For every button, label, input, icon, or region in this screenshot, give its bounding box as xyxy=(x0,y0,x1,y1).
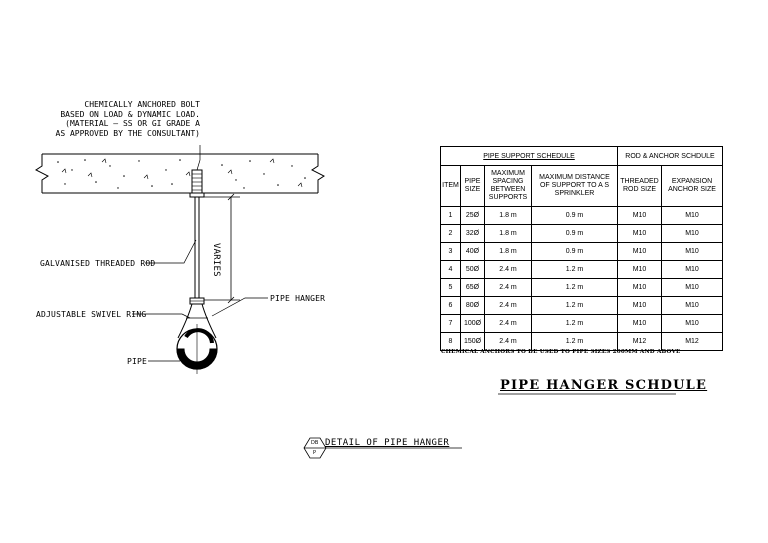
varies-dimension xyxy=(204,194,240,303)
note-line: (MATERIAL – SS OR GI GRADE A xyxy=(65,119,200,128)
anchor-bolt-note xyxy=(30,100,200,138)
header-rod-size: THREADED ROD SIZE xyxy=(618,166,662,207)
cell-item: 8 xyxy=(441,333,461,351)
header-anchor-size: EXPANSION ANCHOR SIZE xyxy=(662,166,723,207)
pipe-section xyxy=(177,324,217,374)
cell-spacing: 2.4 m xyxy=(485,261,532,279)
cell-item: 2 xyxy=(441,225,461,243)
cell-rod: M10 xyxy=(618,315,662,333)
cell-rod: M10 xyxy=(618,243,662,261)
cell-spacing: 2.4 m xyxy=(485,333,532,351)
swivel-ring-label: ADJUSTABLE SWIVEL RING xyxy=(36,310,147,319)
cell-anchor: M10 xyxy=(662,315,723,333)
cell-size: 25Ø xyxy=(461,207,485,225)
cell-distance: 1.2 m xyxy=(532,333,618,351)
cell-distance: 1.2 m xyxy=(532,279,618,297)
cell-size: 100Ø xyxy=(461,315,485,333)
cell-size: 50Ø xyxy=(461,261,485,279)
table-row xyxy=(441,243,723,261)
table-row xyxy=(441,279,723,297)
schedule-title: PIPE HANGER SCHDULE xyxy=(500,378,708,393)
cell-spacing: 2.4 m xyxy=(485,279,532,297)
cell-anchor: M10 xyxy=(662,297,723,315)
pipe-support-schedule-table xyxy=(440,146,723,351)
cell-rod: M10 xyxy=(618,261,662,279)
cell-distance: 0.9 m xyxy=(532,225,618,243)
cell-spacing: 1.8 m xyxy=(485,243,532,261)
cell-distance: 1.2 m xyxy=(532,297,618,315)
cell-spacing: 1.8 m xyxy=(485,225,532,243)
cell-item: 6 xyxy=(441,297,461,315)
header-pipe-size: PIPE SIZE xyxy=(461,166,485,207)
cell-rod: M10 xyxy=(618,207,662,225)
detail-title: DETAIL OF PIPE HANGER xyxy=(325,438,450,448)
table-row xyxy=(441,315,723,333)
cell-anchor: M10 xyxy=(662,261,723,279)
cell-anchor: M10 xyxy=(662,279,723,297)
header-max-spacing: MAXIMUM SPACING BETWEEN SUPPORTS xyxy=(485,166,532,207)
slab-hatch xyxy=(62,159,302,187)
table-row xyxy=(441,297,723,315)
detail-ref-sheet: P xyxy=(313,450,317,456)
cell-spacing: 2.4 m xyxy=(485,297,532,315)
cell-distance: 0.9 m xyxy=(532,243,618,261)
chemical-anchor-bolt xyxy=(190,170,204,197)
cell-spacing: 2.4 m xyxy=(485,315,532,333)
pipe-support-schedule-title: PIPE SUPPORT SCHEDULE xyxy=(483,152,575,160)
rod-anchor-schedule-title: ROD & ANCHOR SCHDULE xyxy=(625,152,715,160)
pipe-hanger-label: PIPE HANGER xyxy=(270,294,326,303)
cell-item: 7 xyxy=(441,315,461,333)
cell-anchor: M10 xyxy=(662,243,723,261)
concrete-slab xyxy=(36,154,324,193)
cell-rod: M10 xyxy=(618,297,662,315)
cell-distance: 1.2 m xyxy=(532,315,618,333)
table-header-row xyxy=(441,166,723,207)
cell-size: 40Ø xyxy=(461,243,485,261)
cell-size: 32Ø xyxy=(461,225,485,243)
cell-rod: M12 xyxy=(618,333,662,351)
cell-size: 80Ø xyxy=(461,297,485,315)
note-line: CHEMICALLY ANCHORED BOLT xyxy=(84,100,200,109)
cell-item: 5 xyxy=(441,279,461,297)
cell-distance: 1.2 m xyxy=(532,261,618,279)
cell-anchor: M10 xyxy=(662,207,723,225)
cell-spacing: 1.8 m xyxy=(485,207,532,225)
slab-aggregate xyxy=(57,159,306,189)
pipe-label: PIPE xyxy=(127,357,148,366)
table-group-header-row xyxy=(441,147,723,166)
cell-item: 1 xyxy=(441,207,461,225)
cell-item: 4 xyxy=(441,261,461,279)
table-row xyxy=(441,225,723,243)
cell-item: 3 xyxy=(441,243,461,261)
threaded-rod xyxy=(195,197,199,300)
cell-rod: M10 xyxy=(618,279,662,297)
chemical-anchor-note: CHEMICAL ANCHORS TO BE USED TO PIPE SIZES 200MM AND ABOVE xyxy=(441,349,681,355)
cell-anchor: M12 xyxy=(662,333,723,351)
note-line: AS APPROVED BY THE CONSULTANT) xyxy=(55,128,200,138)
rod-label: GALVANISED THREADED ROD xyxy=(40,259,156,268)
detail-ref-number: DB xyxy=(311,440,319,446)
cell-rod: M10 xyxy=(618,225,662,243)
table-row xyxy=(441,207,723,225)
cell-size: 65Ø xyxy=(461,279,485,297)
cell-anchor: M10 xyxy=(662,225,723,243)
note-line: BASED ON LOAD & DYNAMIC LOAD. xyxy=(60,109,200,119)
header-item: ITEM xyxy=(441,166,461,207)
table-row xyxy=(441,261,723,279)
cell-distance: 0.9 m xyxy=(532,207,618,225)
varies-label: VARIES xyxy=(211,243,221,277)
cell-size: 150Ø xyxy=(461,333,485,351)
header-max-distance: MAXIMUM DISTANCE OF SUPPORT TO A S SPRINKLER xyxy=(532,166,618,207)
table-row xyxy=(441,333,723,351)
